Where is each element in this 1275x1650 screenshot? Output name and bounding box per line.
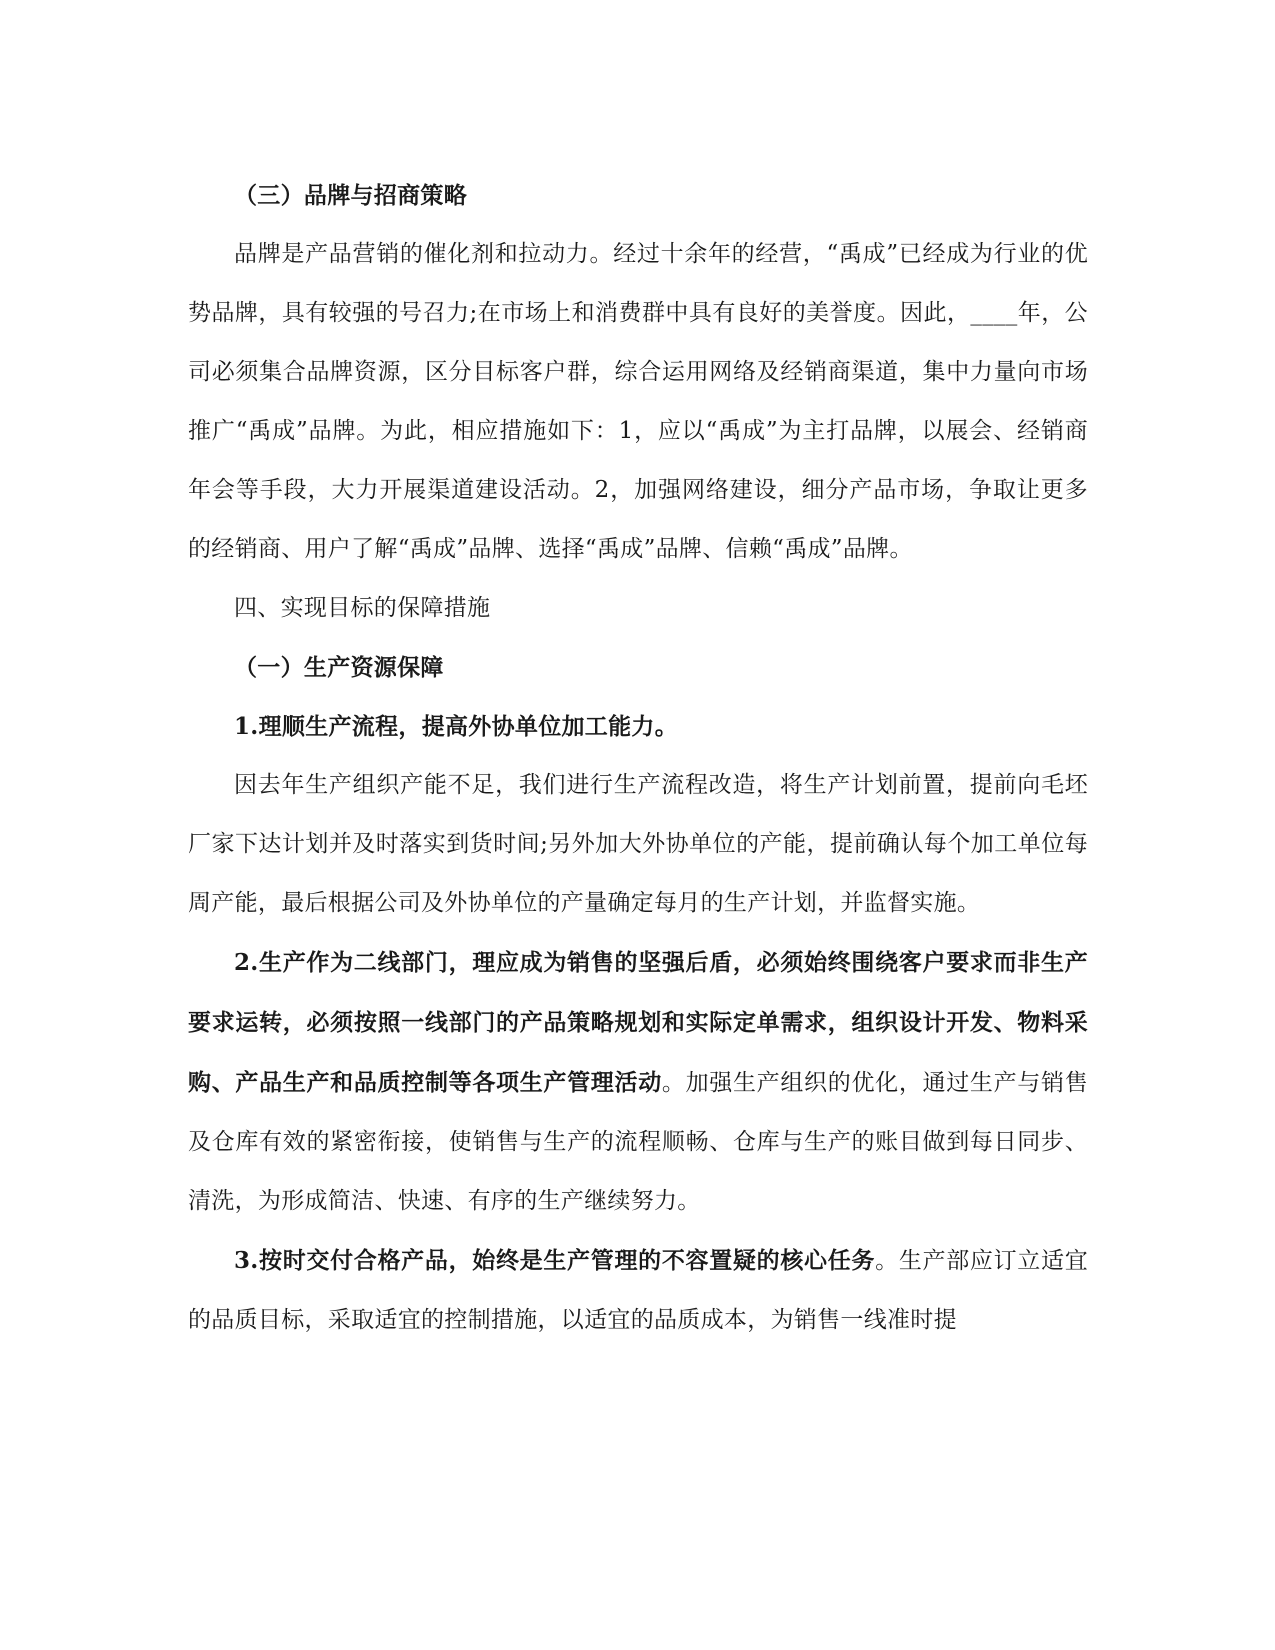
item-2-paragraph [188,933,1088,1231]
paragraph-brand-strategy: 品牌是产品营销的催化剂和拉动力。经过十余年的经营，“禹成”已经成为行业的优势品牌，具有较强的号召力;在市场上和消费群中具有良好的美誉度。因此，____年，公司必须集合品牌资源，区分目标客户群，综合运用网络及经销商渠道，集中力量向市场推广“禹成”品牌。为此，相应措施如下：1，应以“禹成”为主打品牌，以展会、经销商年会等手段，大力开展渠道建设活动。2，加强网络建设，细分产品市场，争取让更多的经销商、用户了解“禹成”品牌、选择“禹成”品牌、信赖“禹成”品牌。 [188,241,1088,562]
section-heading-brand-strategy: （三）品牌与招商策略 [234,182,467,209]
item-3-paragraph [188,1231,1088,1350]
item-2-rest-text: 。加强生产组织的优化，通过生产与销售及仓库有效的紧密衔接，使销售与生产的流程顺畅、仓库与生产的账目做到每日同步、清洗，为形成简洁、快速、有序的生产继续努力。 [188,1070,1088,1214]
sub-heading-production-resources: （一）生产资源保障 [234,654,444,681]
item-2-bold-text: 2.生产作为二线部门，理应成为销售的坚强后盾，必须始终围绕客户要求而非生产要求运转，必须按照一线部门的产品策略规划和实际定单需求，组织设计开发、物料采购、产品生产和品质控制等各项生产管理活动 [188,949,1088,1096]
item-3-bold-text: 3.按时交付合格产品，始终是生产管理的不容置疑的核心任务 [234,1247,876,1274]
item-1-body: 因去年生产组织产能不足，我们进行生产流程改造，将生产计划前置，提前向毛坯厂家下达计划并及时落实到货时间;另外加大外协单位的产能，提前确认每个加工单位每周产能，最后根据公司及外协单位的产量确定每月的生产计划，并监督实施。 [188,772,1088,916]
document-body [188,166,1088,1350]
item-1-title: 1.理顺生产流程，提高外协单位加工能力。 [234,713,679,740]
section-heading-guarantee-measures: 四、实现目标的保障措施 [234,595,491,621]
item-3-rest-text: 。生产部应订立适宜的品质目标，采取适宜的控制措施，以适宜的品质成本，为销售一线准时提 [188,1248,1088,1333]
